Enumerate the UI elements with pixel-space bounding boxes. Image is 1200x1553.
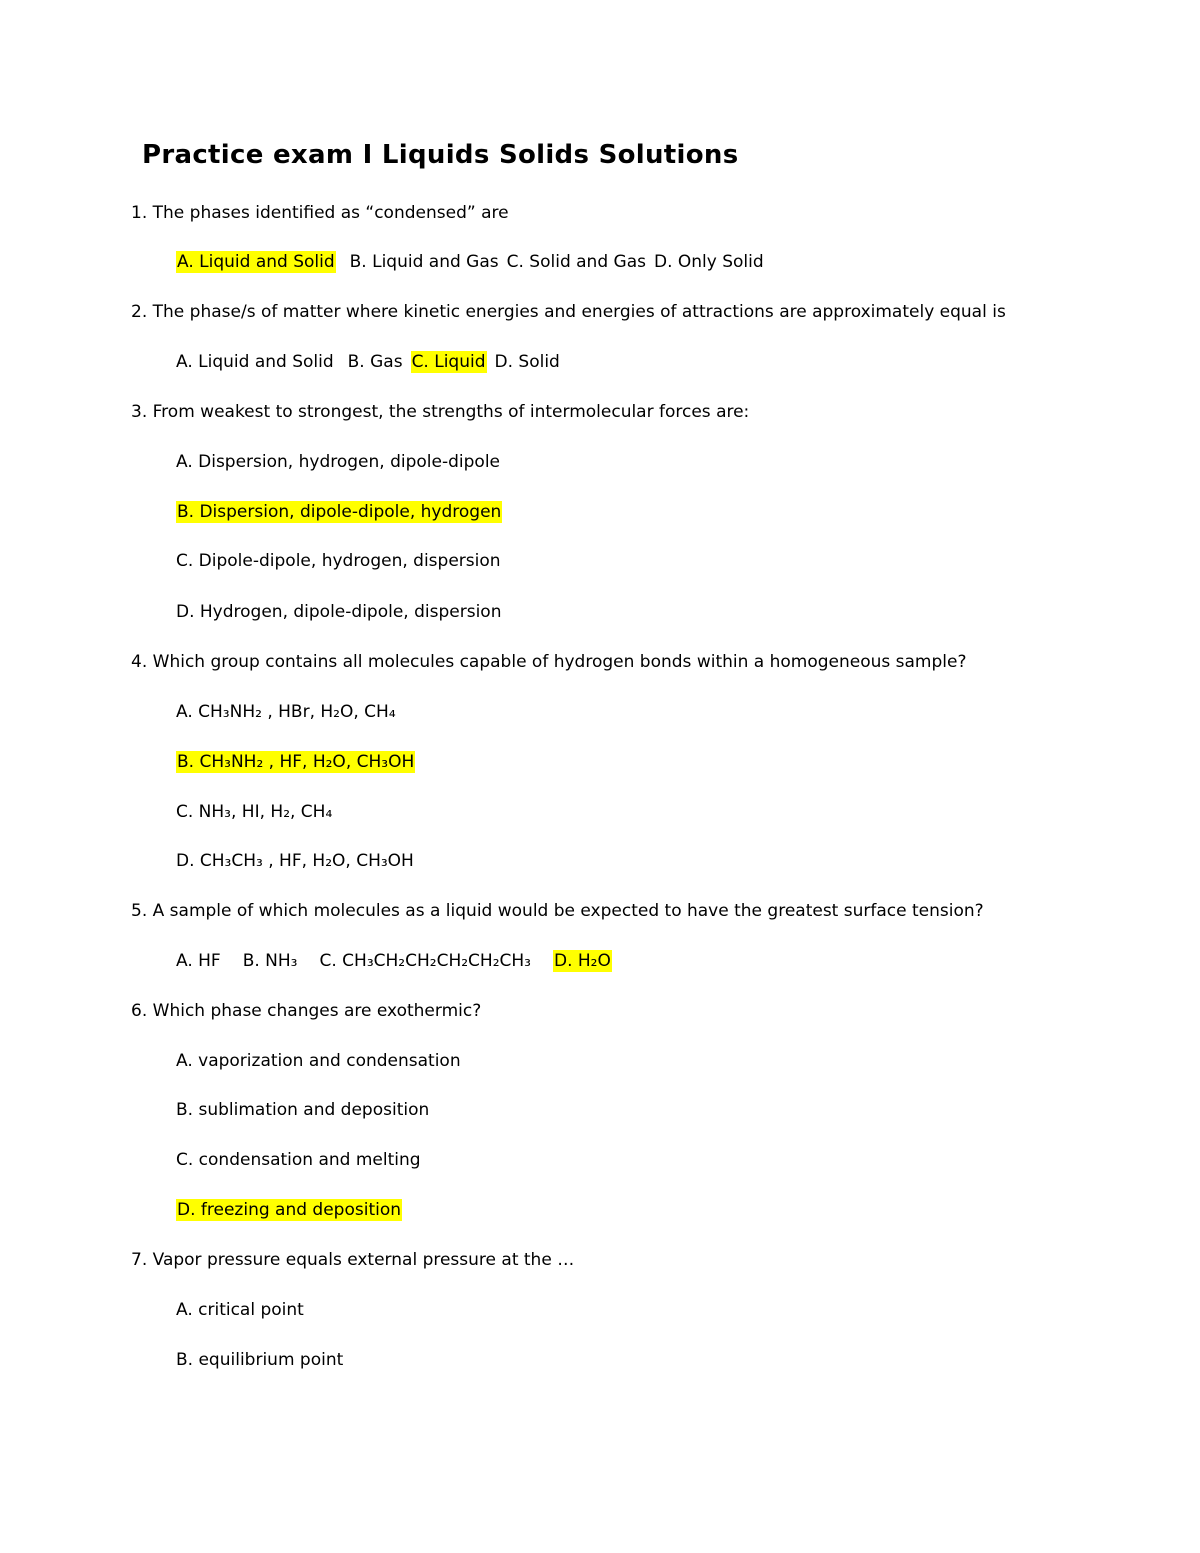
choice-6d [176,1199,402,1221]
choice-2b: B. Gas [347,352,403,372]
question-3 [131,401,749,423]
choice-3c [176,550,501,572]
choice-3d [176,601,501,623]
choice-3a-text: A. Dispersion, hydrogen, dipole-dipole [176,452,500,472]
question-text: Vapor pressure equals external pressure at the … [152,1250,575,1270]
page-title: Practice exam I Liquids Solids Solutions [142,140,739,170]
choice-3a [176,451,500,473]
question-number: 7. [131,1250,148,1270]
question-1 [131,202,509,224]
choice-4b-text: B. CH₃NH₂ , HF, H₂O, CH₃OH [177,752,415,772]
choice-7b [176,1349,343,1371]
choice-1b: B. Liquid and Gas [349,252,499,272]
choice-2c: C. Liquid [411,352,486,372]
choice-4b [176,751,415,773]
choice-7a [176,1299,304,1321]
choice-3b-text: B. Dispersion, dipole-dipole, hydrogen [177,502,502,522]
choice-6a [176,1050,461,1072]
choices-row-5 [176,950,612,972]
choice-5d: D. H₂O [554,951,611,971]
choice-2d: D. Solid [494,352,560,372]
choices-row-2 [176,351,560,373]
question-number: 3. [131,402,148,422]
question-number: 5. [131,901,148,921]
question-2 [131,301,1006,323]
choice-1d: D. Only Solid [653,252,764,272]
question-number: 2. [131,302,148,322]
choice-4a-text: A. CH₃NH₂ , HBr, H₂O, CH₄ [176,702,396,722]
choice-6b-text: B. sublimation and deposition [176,1100,430,1120]
choice-6a-text: A. vaporization and condensation [176,1051,461,1071]
choice-5b: B. NH₃ [242,951,298,971]
choices-row-1 [176,251,764,273]
choice-5a: A. HF [176,951,221,971]
choice-5c: C. CH₃CH₂CH₂CH₂CH₂CH₃ [319,951,531,971]
question-text: Which group contains all molecules capable of hydrogen bonds within a homogeneous sample? [152,652,967,672]
question-text: The phases identified as “condensed” are [152,203,509,223]
choice-4c [176,801,332,823]
choice-6c [176,1149,421,1171]
choice-4a [176,701,396,723]
question-6 [131,1000,481,1022]
question-7 [131,1249,574,1271]
choice-3d-text: D. Hydrogen, dipole-dipole, dispersion [176,602,502,622]
choice-1a: A. Liquid and Solid [177,252,335,272]
choice-7b-text: B. equilibrium point [176,1350,344,1370]
choice-3b [176,501,502,523]
choice-4d [176,850,414,872]
question-number: 1. [131,203,148,223]
question-text: From weakest to strongest, the strengths of intermolecular forces are: [152,402,750,422]
question-4 [131,651,967,673]
question-number: 6. [131,1001,148,1021]
question-text: Which phase changes are exothermic? [152,1001,482,1021]
choice-3c-text: C. Dipole-dipole, hydrogen, dispersion [176,551,501,571]
question-text: A sample of which molecules as a liquid would be expected to have the greatest surface tension? [152,901,984,921]
choice-4d-text: D. CH₃CH₃ , HF, H₂O, CH₃OH [176,851,414,871]
question-number: 4. [131,652,148,672]
choice-6c-text: C. condensation and melting [176,1150,421,1170]
question-text: The phase/s of matter where kinetic energies and energies of attractions are approximately equal is [152,302,1006,322]
choice-7a-text: A. critical point [176,1300,304,1320]
question-5 [131,900,984,922]
choice-2a: A. Liquid and Solid [176,352,334,372]
choice-4c-text: C. NH₃, HI, H₂, CH₄ [176,802,333,822]
choice-6b [176,1099,429,1121]
choice-1c: C. Solid and Gas [506,252,646,272]
choice-6d-text: D. freezing and deposition [177,1200,402,1220]
